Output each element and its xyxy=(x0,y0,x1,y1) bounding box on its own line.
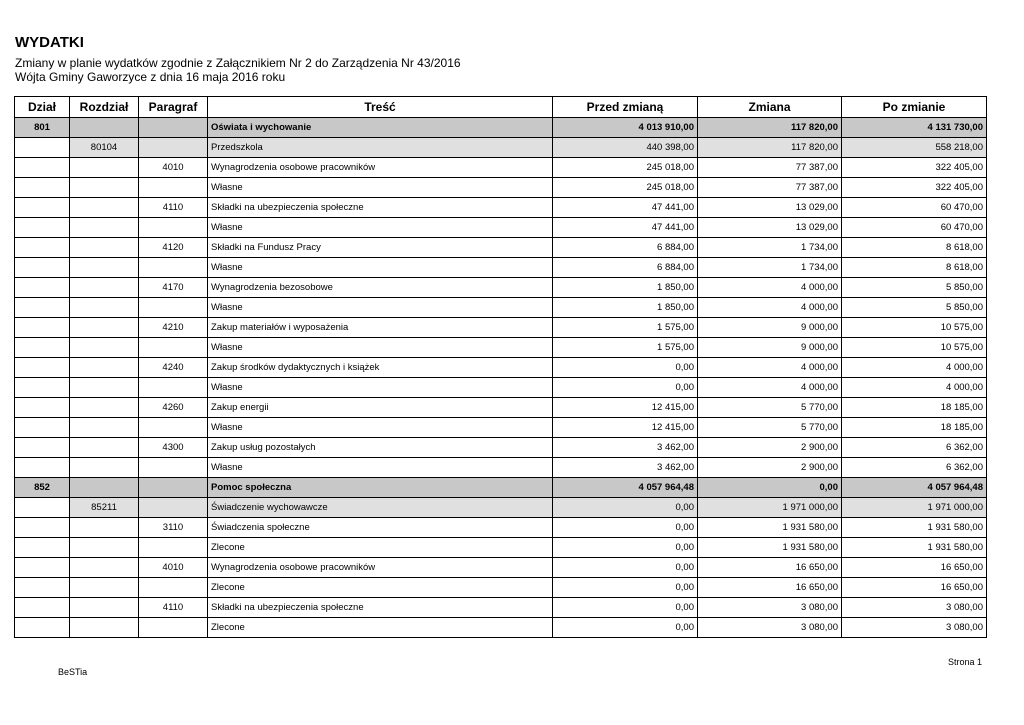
cell-po: 3 080,00 xyxy=(842,618,987,638)
cell-przed: 3 462,00 xyxy=(553,458,698,478)
cell-zmiana: 0,00 xyxy=(698,478,842,498)
cell-rozdzial xyxy=(70,358,139,378)
cell-po: 18 185,00 xyxy=(842,418,987,438)
header-dzial: Dział xyxy=(15,97,70,118)
cell-zmiana: 117 820,00 xyxy=(698,118,842,138)
table-row-paragraf xyxy=(15,158,987,178)
cell-rozdzial xyxy=(70,238,139,258)
cell-dzial xyxy=(15,518,70,538)
cell-po: 558 218,00 xyxy=(842,138,987,158)
table-row-source xyxy=(15,218,987,238)
cell-zmiana: 1 931 580,00 xyxy=(698,518,842,538)
cell-po: 6 362,00 xyxy=(842,438,987,458)
cell-rozdzial xyxy=(70,478,139,498)
cell-tresc: Składki na ubezpieczenia społeczne xyxy=(208,598,553,618)
cell-zmiana: 117 820,00 xyxy=(698,138,842,158)
cell-zmiana: 13 029,00 xyxy=(698,198,842,218)
cell-dzial xyxy=(15,238,70,258)
table-row-source xyxy=(15,578,987,598)
cell-zmiana: 4 000,00 xyxy=(698,378,842,398)
cell-zmiana: 1 931 580,00 xyxy=(698,538,842,558)
cell-zmiana: 16 650,00 xyxy=(698,578,842,598)
cell-przed: 0,00 xyxy=(553,358,698,378)
cell-przed: 1 575,00 xyxy=(553,318,698,338)
cell-dzial xyxy=(15,378,70,398)
cell-tresc: Własne xyxy=(208,178,553,198)
cell-przed: 6 884,00 xyxy=(553,258,698,278)
cell-tresc: Zakup środków dydaktycznych i książek xyxy=(208,358,553,378)
cell-paragraf: 4240 xyxy=(139,358,208,378)
cell-tresc: Wynagrodzenia osobowe pracowników xyxy=(208,158,553,178)
cell-paragraf xyxy=(139,218,208,238)
document-header xyxy=(15,34,461,84)
cell-rozdzial xyxy=(70,298,139,318)
table-row-paragraf xyxy=(15,398,987,418)
cell-paragraf: 4260 xyxy=(139,398,208,418)
header-tresc: Treść xyxy=(208,97,553,118)
cell-rozdzial xyxy=(70,198,139,218)
cell-po: 18 185,00 xyxy=(842,398,987,418)
cell-paragraf xyxy=(139,378,208,398)
cell-zmiana: 2 900,00 xyxy=(698,438,842,458)
cell-po: 16 650,00 xyxy=(842,578,987,598)
cell-paragraf: 4170 xyxy=(139,278,208,298)
cell-tresc: Składki na ubezpieczenia społeczne xyxy=(208,198,553,218)
cell-paragraf: 4120 xyxy=(139,238,208,258)
cell-rozdzial xyxy=(70,418,139,438)
table-row-source xyxy=(15,298,987,318)
cell-tresc: Składki na Fundusz Pracy xyxy=(208,238,553,258)
cell-rozdzial xyxy=(70,458,139,478)
cell-dzial xyxy=(15,318,70,338)
cell-zmiana: 4 000,00 xyxy=(698,278,842,298)
cell-dzial: 801 xyxy=(15,118,70,138)
cell-dzial xyxy=(15,218,70,238)
cell-przed: 0,00 xyxy=(553,518,698,538)
table-row-source xyxy=(15,618,987,638)
cell-dzial xyxy=(15,558,70,578)
cell-tresc: Zakup energii xyxy=(208,398,553,418)
header-zmiana: Zmiana xyxy=(698,97,842,118)
cell-paragraf xyxy=(139,618,208,638)
cell-dzial xyxy=(15,198,70,218)
cell-po: 16 650,00 xyxy=(842,558,987,578)
cell-tresc: Przedszkola xyxy=(208,138,553,158)
cell-tresc: Własne xyxy=(208,298,553,318)
cell-rozdzial xyxy=(70,538,139,558)
cell-zmiana: 3 080,00 xyxy=(698,598,842,618)
cell-tresc: Świadczenia społeczne xyxy=(208,518,553,538)
cell-paragraf xyxy=(139,138,208,158)
cell-tresc: Zlecone xyxy=(208,618,553,638)
cell-rozdzial xyxy=(70,318,139,338)
cell-rozdzial xyxy=(70,438,139,458)
table-row-source xyxy=(15,178,987,198)
cell-dzial xyxy=(15,418,70,438)
cell-po: 4 131 730,00 xyxy=(842,118,987,138)
cell-rozdzial xyxy=(70,258,139,278)
cell-zmiana: 5 770,00 xyxy=(698,398,842,418)
cell-przed: 0,00 xyxy=(553,598,698,618)
table-row-paragraf xyxy=(15,198,987,218)
cell-dzial xyxy=(15,158,70,178)
cell-przed: 3 462,00 xyxy=(553,438,698,458)
cell-zmiana: 9 000,00 xyxy=(698,318,842,338)
cell-zmiana: 1 734,00 xyxy=(698,238,842,258)
cell-dzial xyxy=(15,438,70,458)
cell-tresc: Zlecone xyxy=(208,538,553,558)
cell-zmiana: 1 734,00 xyxy=(698,258,842,278)
cell-paragraf xyxy=(139,478,208,498)
cell-po: 5 850,00 xyxy=(842,298,987,318)
cell-paragraf: 4010 xyxy=(139,158,208,178)
cell-dzial xyxy=(15,178,70,198)
cell-tresc: Zakup usług pozostałych xyxy=(208,438,553,458)
table-row-paragraf xyxy=(15,558,987,578)
cell-paragraf: 4110 xyxy=(139,198,208,218)
cell-zmiana: 5 770,00 xyxy=(698,418,842,438)
cell-dzial xyxy=(15,578,70,598)
cell-zmiana: 2 900,00 xyxy=(698,458,842,478)
cell-tresc: Własne xyxy=(208,458,553,478)
cell-przed: 0,00 xyxy=(553,378,698,398)
cell-po: 1 931 580,00 xyxy=(842,518,987,538)
cell-po: 60 470,00 xyxy=(842,218,987,238)
cell-paragraf xyxy=(139,418,208,438)
cell-rozdzial xyxy=(70,338,139,358)
cell-paragraf xyxy=(139,118,208,138)
cell-zmiana: 77 387,00 xyxy=(698,178,842,198)
table-row-paragraf xyxy=(15,438,987,458)
cell-po: 1 971 000,00 xyxy=(842,498,987,518)
cell-przed: 0,00 xyxy=(553,498,698,518)
cell-rozdzial xyxy=(70,598,139,618)
table-row-paragraf xyxy=(15,278,987,298)
software-label: BeSTia xyxy=(58,667,88,677)
cell-przed: 245 018,00 xyxy=(553,178,698,198)
cell-przed: 4 013 910,00 xyxy=(553,118,698,138)
cell-paragraf xyxy=(139,298,208,318)
cell-tresc: Oświata i wychowanie xyxy=(208,118,553,138)
table-row-source xyxy=(15,418,987,438)
cell-po: 10 575,00 xyxy=(842,318,987,338)
cell-dzial xyxy=(15,398,70,418)
cell-rozdzial xyxy=(70,178,139,198)
table-row-dzial xyxy=(15,118,987,138)
table-row-paragraf xyxy=(15,518,987,538)
cell-po: 60 470,00 xyxy=(842,198,987,218)
cell-paragraf: 3110 xyxy=(139,518,208,538)
cell-paragraf xyxy=(139,258,208,278)
table-row-dzial xyxy=(15,478,987,498)
cell-dzial xyxy=(15,618,70,638)
cell-rozdzial xyxy=(70,398,139,418)
cell-zmiana: 3 080,00 xyxy=(698,618,842,638)
cell-paragraf xyxy=(139,538,208,558)
cell-przed: 47 441,00 xyxy=(553,218,698,238)
cell-paragraf: 4210 xyxy=(139,318,208,338)
table-row-source xyxy=(15,258,987,278)
budget-table xyxy=(14,96,987,638)
cell-dzial xyxy=(15,498,70,518)
cell-paragraf: 4110 xyxy=(139,598,208,618)
table-row-source xyxy=(15,538,987,558)
cell-dzial xyxy=(15,538,70,558)
cell-tresc: Świadczenie wychowawcze xyxy=(208,498,553,518)
cell-paragraf xyxy=(139,178,208,198)
cell-rozdzial xyxy=(70,278,139,298)
cell-po: 322 405,00 xyxy=(842,178,987,198)
cell-rozdzial xyxy=(70,518,139,538)
cell-tresc: Własne xyxy=(208,418,553,438)
cell-dzial xyxy=(15,298,70,318)
cell-tresc: Własne xyxy=(208,258,553,278)
cell-tresc: Własne xyxy=(208,338,553,358)
cell-przed: 1 850,00 xyxy=(553,278,698,298)
cell-przed: 6 884,00 xyxy=(553,238,698,258)
cell-dzial xyxy=(15,598,70,618)
cell-paragraf: 4300 xyxy=(139,438,208,458)
table-row-source xyxy=(15,458,987,478)
cell-przed: 0,00 xyxy=(553,558,698,578)
cell-zmiana: 4 000,00 xyxy=(698,358,842,378)
cell-przed: 0,00 xyxy=(553,618,698,638)
table-row-source xyxy=(15,338,987,358)
subtitle-line-1: Zmiany w planie wydatków zgodnie z Załącznikiem Nr 2 do Zarządzenia Nr 43/2016 xyxy=(15,56,461,70)
table-row-source xyxy=(15,378,987,398)
cell-po: 4 000,00 xyxy=(842,358,987,378)
header-rozdzial: Rozdział xyxy=(70,97,139,118)
cell-rozdzial: 85211 xyxy=(70,498,139,518)
cell-rozdzial xyxy=(70,118,139,138)
cell-tresc: Wynagrodzenia bezosobowe xyxy=(208,278,553,298)
cell-rozdzial xyxy=(70,378,139,398)
table-row-rozdzial xyxy=(15,498,987,518)
table-row-paragraf xyxy=(15,238,987,258)
cell-przed: 440 398,00 xyxy=(553,138,698,158)
cell-rozdzial xyxy=(70,578,139,598)
cell-rozdzial xyxy=(70,618,139,638)
table-row-rozdzial xyxy=(15,138,987,158)
cell-przed: 0,00 xyxy=(553,578,698,598)
cell-dzial: 852 xyxy=(15,478,70,498)
page-number: Strona 1 xyxy=(948,657,983,667)
page-title: WYDATKI xyxy=(15,34,84,51)
cell-przed: 1 575,00 xyxy=(553,338,698,358)
cell-rozdzial xyxy=(70,558,139,578)
cell-po: 3 080,00 xyxy=(842,598,987,618)
cell-rozdzial xyxy=(70,158,139,178)
cell-paragraf xyxy=(139,578,208,598)
table-row-paragraf xyxy=(15,358,987,378)
cell-paragraf xyxy=(139,338,208,358)
cell-tresc: Pomoc społeczna xyxy=(208,478,553,498)
cell-przed: 245 018,00 xyxy=(553,158,698,178)
table-row-paragraf xyxy=(15,318,987,338)
cell-po: 10 575,00 xyxy=(842,338,987,358)
cell-zmiana: 77 387,00 xyxy=(698,158,842,178)
cell-po: 4 057 964,48 xyxy=(842,478,987,498)
cell-dzial xyxy=(15,258,70,278)
cell-po: 6 362,00 xyxy=(842,458,987,478)
cell-dzial xyxy=(15,138,70,158)
header-przed-zmiana: Przed zmianą xyxy=(553,97,698,118)
cell-po: 8 618,00 xyxy=(842,238,987,258)
cell-dzial xyxy=(15,458,70,478)
table-body xyxy=(15,118,987,638)
cell-rozdzial: 80104 xyxy=(70,138,139,158)
subtitle-line-2: Wójta Gminy Gaworzyce z dnia 16 maja 2016 roku xyxy=(15,70,286,84)
cell-po: 5 850,00 xyxy=(842,278,987,298)
cell-dzial xyxy=(15,338,70,358)
cell-zmiana: 13 029,00 xyxy=(698,218,842,238)
header-po-zmianie: Po zmianie xyxy=(842,97,987,118)
cell-paragraf xyxy=(139,458,208,478)
cell-tresc: Własne xyxy=(208,378,553,398)
cell-po: 322 405,00 xyxy=(842,158,987,178)
cell-po: 1 931 580,00 xyxy=(842,538,987,558)
cell-po: 8 618,00 xyxy=(842,258,987,278)
cell-zmiana: 1 971 000,00 xyxy=(698,498,842,518)
header-paragraf: Paragraf xyxy=(139,97,208,118)
table-row-paragraf xyxy=(15,598,987,618)
cell-dzial xyxy=(15,278,70,298)
cell-zmiana: 16 650,00 xyxy=(698,558,842,578)
cell-tresc: Wynagrodzenia osobowe pracowników xyxy=(208,558,553,578)
cell-po: 4 000,00 xyxy=(842,378,987,398)
cell-paragraf xyxy=(139,498,208,518)
cell-przed: 1 850,00 xyxy=(553,298,698,318)
cell-tresc: Własne xyxy=(208,218,553,238)
cell-przed: 4 057 964,48 xyxy=(553,478,698,498)
table-header-row xyxy=(15,97,987,118)
cell-rozdzial xyxy=(70,218,139,238)
cell-przed: 12 415,00 xyxy=(553,418,698,438)
cell-tresc: Zakup materiałów i wyposażenia xyxy=(208,318,553,338)
cell-przed: 0,00 xyxy=(553,538,698,558)
cell-zmiana: 9 000,00 xyxy=(698,338,842,358)
cell-paragraf: 4010 xyxy=(139,558,208,578)
cell-przed: 12 415,00 xyxy=(553,398,698,418)
cell-zmiana: 4 000,00 xyxy=(698,298,842,318)
cell-tresc: Zlecone xyxy=(208,578,553,598)
cell-dzial xyxy=(15,358,70,378)
cell-przed: 47 441,00 xyxy=(553,198,698,218)
